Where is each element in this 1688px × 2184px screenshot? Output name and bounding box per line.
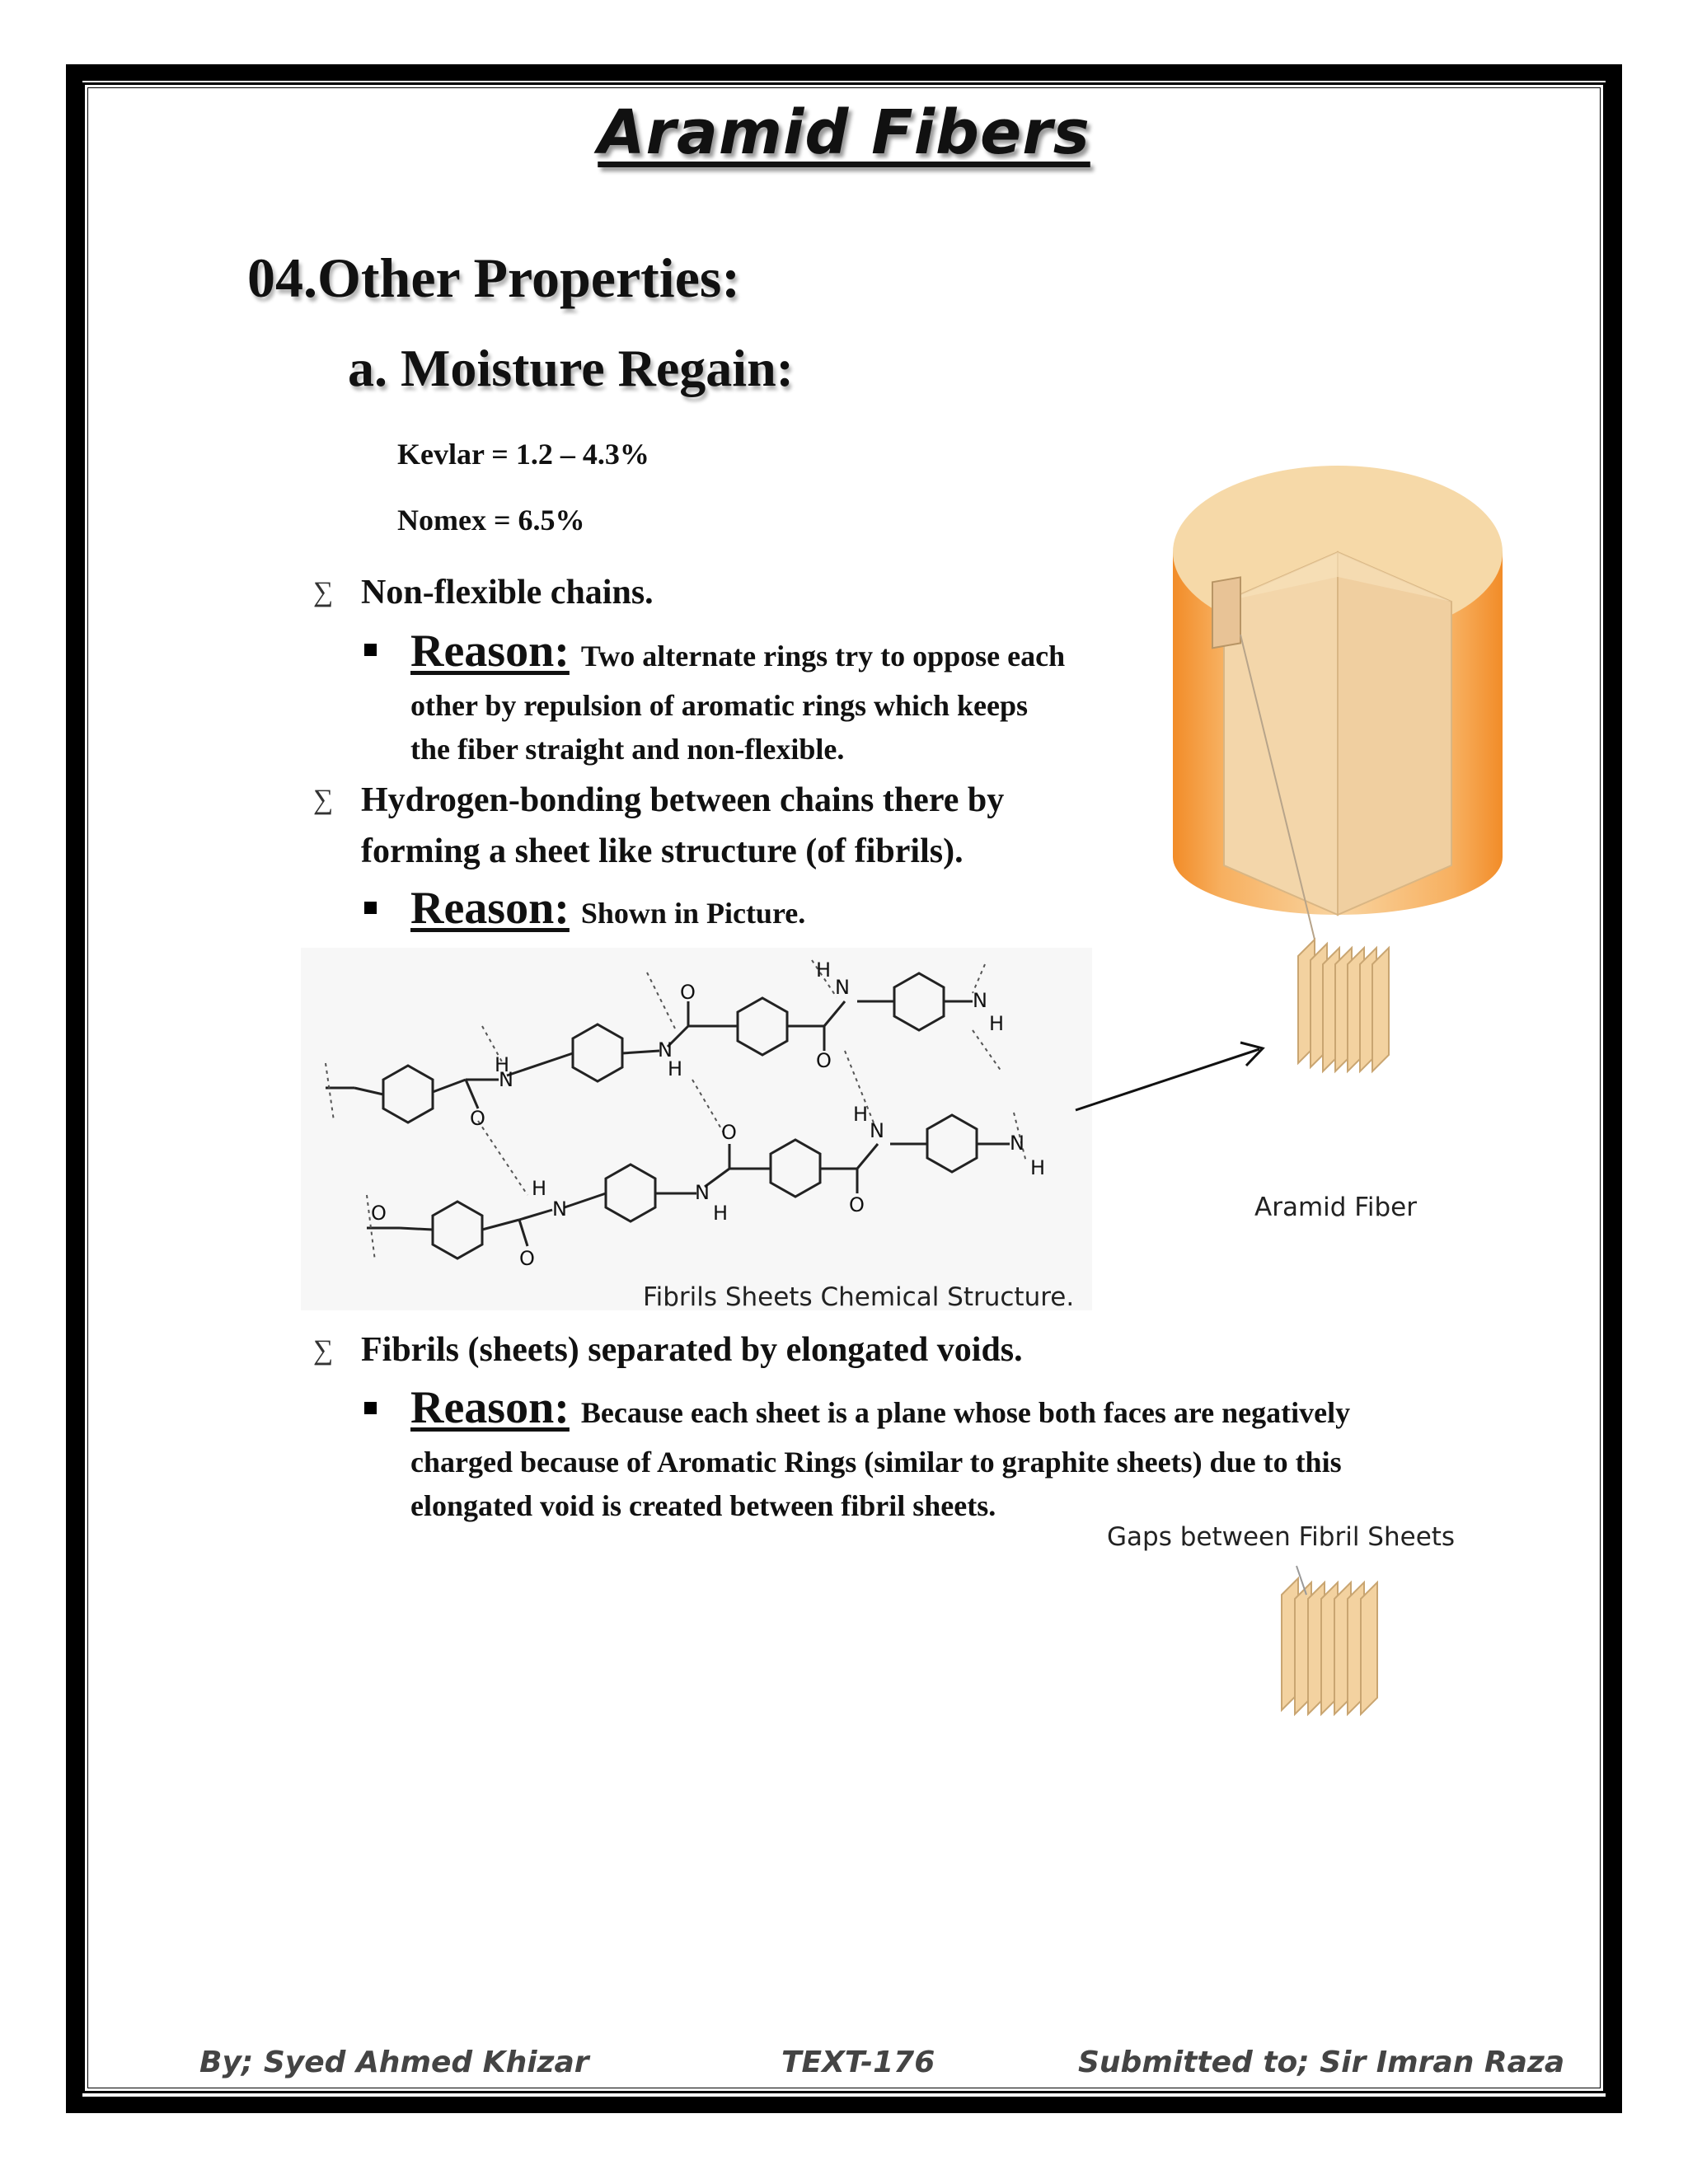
- bullet-3-reason: [410, 1381, 1350, 1434]
- atom-label-o: O: [721, 1121, 737, 1144]
- footer-author: By; Syed Ahmed Khizar: [199, 2046, 589, 2079]
- bullet-2-reason: [410, 882, 805, 935]
- footer-submitted: Submitted to; Sir Imran Raza: [1078, 2046, 1565, 2079]
- bullet-2-text-line-2: forming a sheet like structure (of fibrils).: [361, 832, 964, 870]
- reason-text: Because each sheet is a plane whose both faces are negatively: [580, 1396, 1351, 1429]
- atom-label-h: H: [853, 1103, 869, 1126]
- atom-label-h: H: [495, 1053, 510, 1076]
- bullet-symbol: ∑: [313, 785, 334, 815]
- atom-label-n: N: [973, 989, 987, 1012]
- atom-label-h: H: [532, 1177, 547, 1200]
- bullet-3-text: Fibrils (sheets) separated by elongated voids.: [361, 1331, 1023, 1369]
- atom-label-n: N: [499, 1068, 513, 1091]
- bullet-symbol: ∑: [313, 577, 334, 607]
- atom-label-n: N: [552, 1197, 567, 1221]
- atom-label-h: H: [816, 958, 832, 982]
- fiber-caption: Aramid Fiber: [1254, 1193, 1417, 1222]
- reason-text: Shown in Picture.: [580, 897, 806, 930]
- atom-label-o: O: [680, 981, 696, 1004]
- aramid-fiber-image: [1158, 445, 1521, 940]
- atom-label-o: O: [519, 1247, 535, 1270]
- bullet-symbol: ∑: [313, 1335, 334, 1366]
- reason-text: Two alternate rings try to oppose each: [580, 640, 1066, 673]
- fibril-gaps-image: [1273, 1562, 1397, 1727]
- fibrils-chemical-structure-image: [301, 948, 1092, 1310]
- reason-text: other by repulsion of aromatic rings which keeps: [410, 689, 1029, 722]
- reason-text: charged because of Aromatic Rings (similar to graphite sheets) due to this: [410, 1446, 1342, 1479]
- atom-label-n: N: [658, 1038, 673, 1062]
- reason-label: Reason:: [410, 883, 570, 934]
- atom-label-h: H: [668, 1057, 683, 1080]
- gaps-caption: Gaps between Fibril Sheets: [1107, 1522, 1456, 1552]
- atom-label-n: N: [835, 976, 850, 999]
- bullet-1-text: Non-flexible chains.: [361, 574, 654, 612]
- reason-label: Reason:: [410, 626, 570, 677]
- bullet-1-reason: [410, 625, 1065, 677]
- reason-text: the fiber straight and non-flexible.: [410, 733, 845, 766]
- moisture-nomex: Nomex = 6.5%: [397, 504, 585, 537]
- atom-label-o: O: [470, 1107, 485, 1130]
- fibril-sheets-image: [1290, 931, 1405, 1080]
- atom-label-n: N: [695, 1181, 710, 1204]
- page-title: Aramid Fibers: [598, 97, 1090, 168]
- footer-course: TEXT-176: [781, 2046, 935, 2079]
- structure-caption: Fibrils Sheets Chemical Structure.: [643, 1282, 1075, 1312]
- reason-text: elongated void is created between fibril sheets.: [410, 1489, 996, 1522]
- atom-label-h: H: [989, 1012, 1005, 1035]
- arrow-icon: [1071, 1034, 1278, 1117]
- atom-label-o: O: [371, 1202, 387, 1225]
- square-bullet: [364, 902, 377, 914]
- square-bullet: [364, 644, 377, 656]
- square-bullet: [364, 1402, 377, 1414]
- moisture-kevlar: Kevlar = 1.2 – 4.3%: [397, 438, 649, 471]
- atom-label-n: N: [1010, 1132, 1025, 1155]
- atom-label-n: N: [870, 1119, 884, 1142]
- atom-label-h: H: [1030, 1156, 1046, 1179]
- atom-label-o: O: [816, 1049, 832, 1072]
- atom-label-o: O: [849, 1193, 865, 1216]
- section-heading: 04.Other Properties:: [247, 246, 740, 309]
- section-subheading: a. Moisture Regain:: [348, 339, 794, 397]
- bullet-2-text-line-1: Hydrogen-bonding between chains there by: [361, 781, 1005, 819]
- reason-label: Reason:: [410, 1382, 570, 1433]
- atom-label-h: H: [713, 1202, 729, 1225]
